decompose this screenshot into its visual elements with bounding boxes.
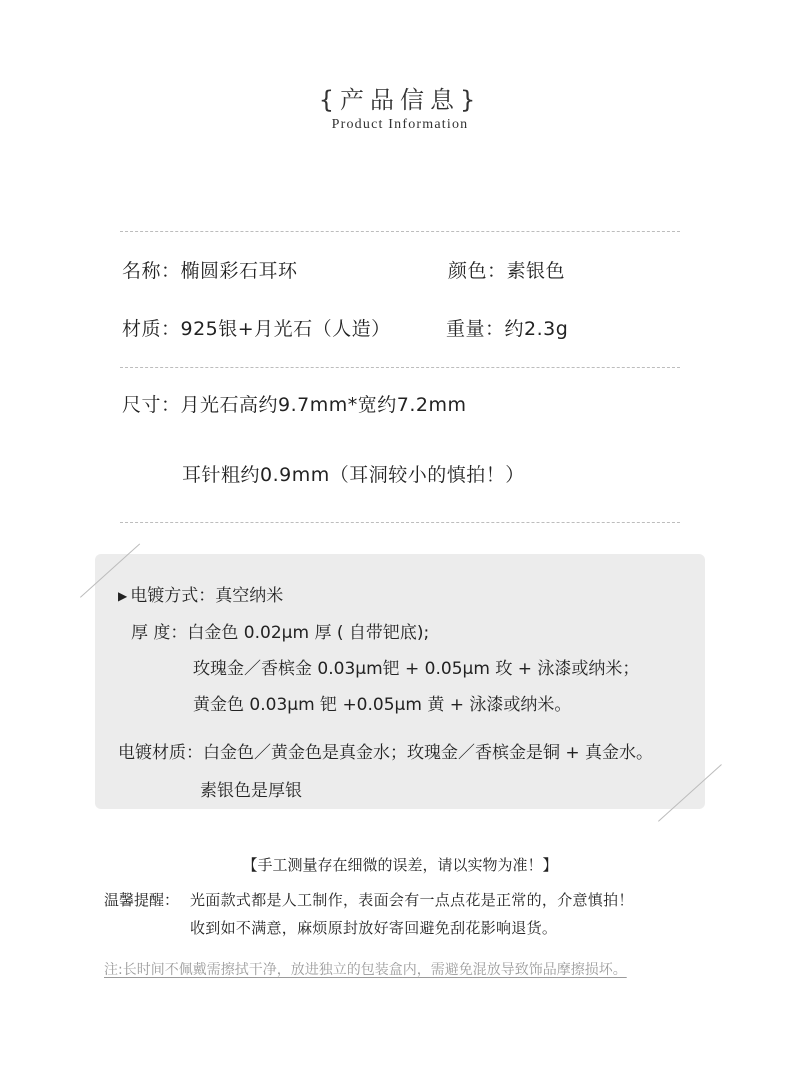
- plating-material: 电镀材质：白金色／黄金色是真金水；玫瑰金／香槟金是铜 + 真金水。: [118, 743, 654, 763]
- plating-thickness-gold: 黄金色 0.03μm 钯 +0.05μm 黄 + 泳漆或纳米。: [193, 695, 572, 715]
- tip-label: 温馨提醒：: [104, 891, 180, 909]
- plating-thickness-rose: 玫瑰金／香槟金 0.03μm钯 + 0.05μm 玫 + 泳漆或纳米；: [193, 659, 640, 679]
- page-title: {产品信息}: [318, 86, 482, 114]
- caution-note: 注:长时间不佩戴需擦拭干净，放进独立的包装盒内，需避免混放导致饰品摩擦损坏。: [104, 962, 627, 978]
- page-subtitle: Product Information: [331, 117, 469, 132]
- product-color: 颜色：素银色: [448, 260, 566, 282]
- tip-line: 光面款式都是人工制作，表面会有一点点花是正常的，介意慎拍！: [190, 891, 634, 909]
- product-name: 名称：椭圆彩石耳环: [122, 260, 298, 282]
- plating-thickness: 厚 度：白金色 0.02μm 厚 ( 自带钯底);: [131, 623, 430, 643]
- product-size: 尺寸：月光石高约9.7mm*宽约7.2mm: [122, 394, 467, 416]
- plating-material-silver: 素银色是厚银: [200, 781, 302, 801]
- divider: [120, 522, 680, 523]
- measurement-note: 【手工测量存在细微的误差，请以实物为准！】: [242, 856, 558, 874]
- plating-method-text: 电镀方式：真空纳米: [130, 586, 284, 606]
- plating-method: [118, 581, 283, 606]
- divider: [120, 367, 680, 368]
- product-weight: 重量：约2.3g: [446, 318, 569, 340]
- divider: [120, 231, 680, 232]
- tip-line: 收到如不满意，麻烦原封放好寄回避免刮花影响退货。: [190, 919, 558, 937]
- product-pin-size: 耳针粗约0.9mm（耳洞较小的慎拍！）: [182, 464, 525, 486]
- triangle-right-icon: ▶: [118, 589, 128, 603]
- product-material: 材质：925银+月光石（人造）: [122, 318, 391, 340]
